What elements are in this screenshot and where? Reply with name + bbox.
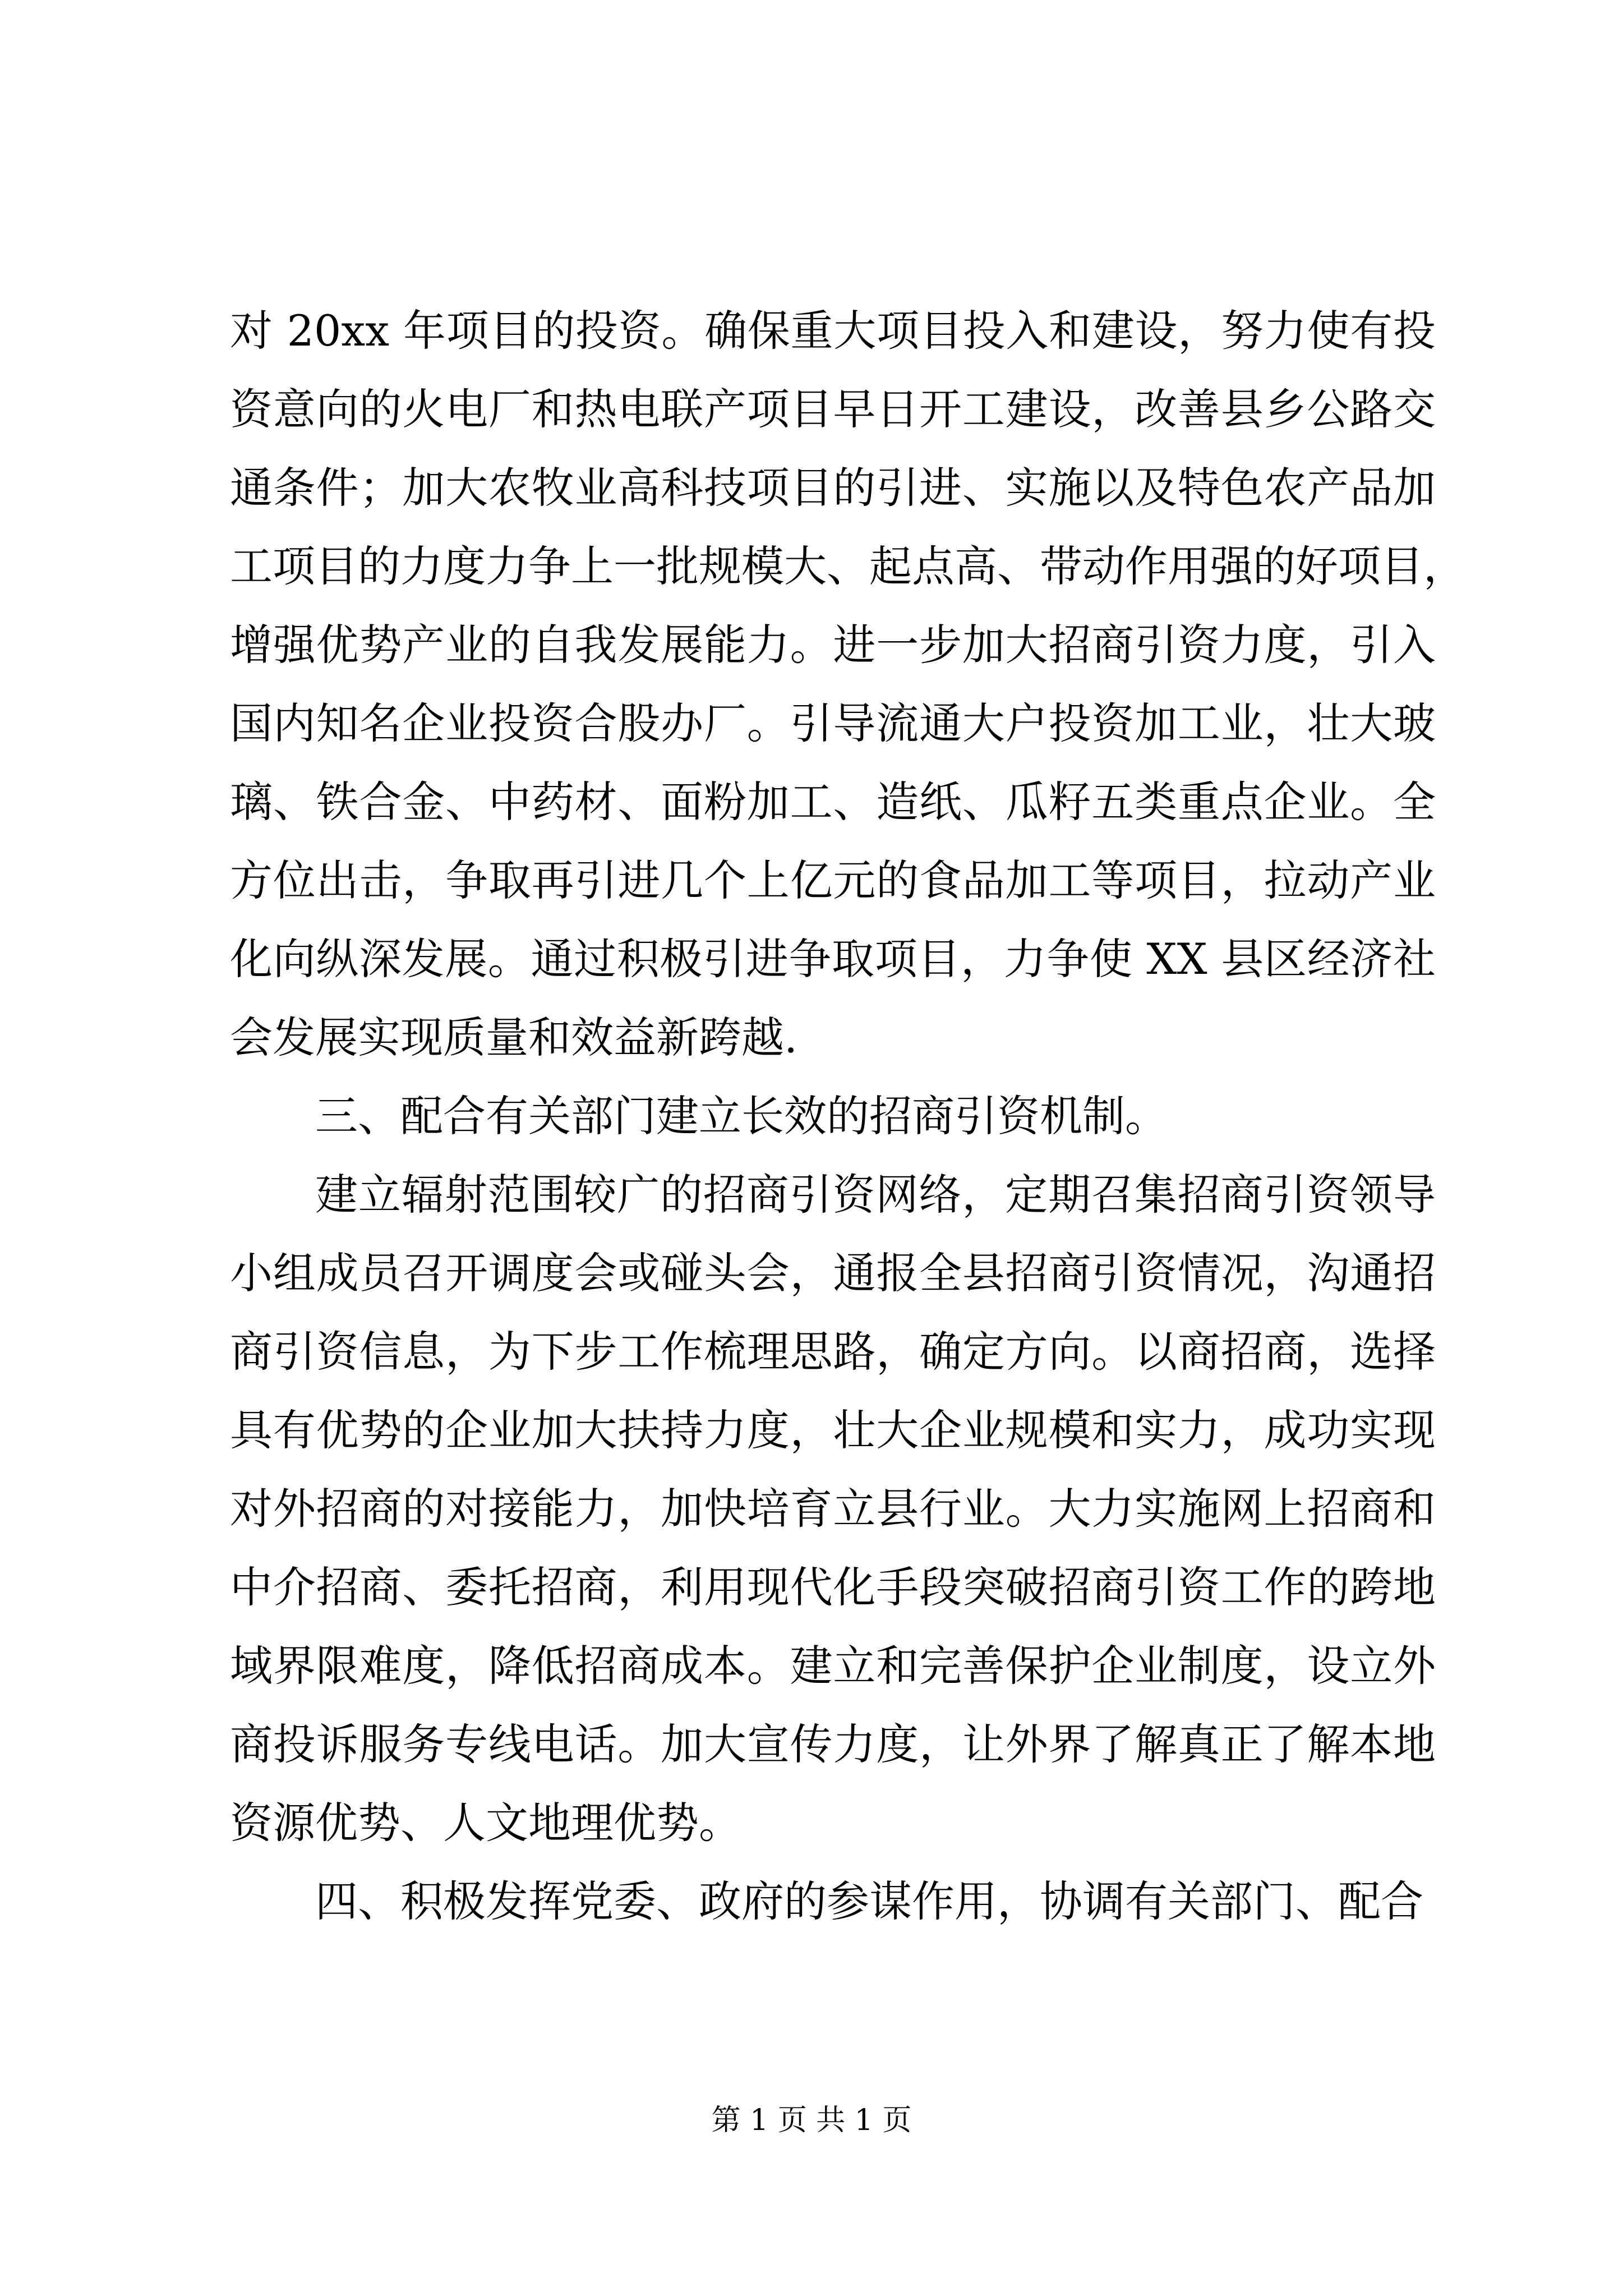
text-line: 化向纵深发展。通过积极引进争取项目，力争使 XX 县区经济社 xyxy=(230,934,1436,984)
heading-section-4 xyxy=(230,1862,1436,1941)
text-line: 对 20xx 年项目的投资。确保重大项目投入和建设，努力使有投 xyxy=(230,306,1436,356)
text-line: 对外招商的对接能力，加快培育立县行业。大力实施网上招商和 xyxy=(230,1484,1436,1534)
text-line: 商引资信息，为下步工作梳理思路，确定方向。以商招商，选择 xyxy=(230,1327,1436,1377)
page-footer: 第 1 页 共 1 页 xyxy=(711,2104,912,2137)
paragraph-section-3 xyxy=(230,1156,1436,1862)
text-line: 方位出击，争取再引进几个上亿元的食品加工等项目，拉动产业 xyxy=(230,855,1436,905)
text-line: 建立辐射范围较广的招商引资网络，定期召集招商引资领导 xyxy=(315,1170,1436,1220)
text-line: 三、配合有关部门建立长效的招商引资机制。 xyxy=(315,1091,1168,1141)
heading-section-3 xyxy=(230,1077,1436,1156)
text-line: 通条件；加大农牧业高科技项目的引进、实施以及特色农产品加 xyxy=(230,463,1436,513)
text-line: 工项目的力度力争上一批规模大、起点高、带动作用强的好项目， xyxy=(230,541,1466,591)
text-line: 资意向的火电厂和热电联产项目早日开工建设，改善县乡公路交 xyxy=(230,384,1436,434)
text-line: 增强优势产业的自我发展能力。进一步加大招商引资力度，引入 xyxy=(230,620,1436,670)
body-text xyxy=(230,292,1466,1941)
text-line: 中介招商、委托招商，利用现代化手段突破招商引资工作的跨地 xyxy=(230,1562,1436,1612)
text-line: 国内知名企业投资合股办厂。引导流通大户投资加工业，壮大玻 xyxy=(230,698,1436,748)
text-line: 商投诉服务专线电话。加大宣传力度，让外界了解真正了解本地 xyxy=(230,1719,1436,1769)
text-line: 具有优势的企业加大扶持力度，壮大企业规模和实力，成功实现 xyxy=(230,1405,1436,1455)
text-line: 资源优势、人文地理优势。 xyxy=(230,1798,741,1848)
text-line: 域界限难度，降低招商成本。建立和完善保护企业制度，设立外 xyxy=(230,1641,1436,1691)
text-line: 璃、铁合金、中药材、面粉加工、造纸、瓜籽五类重点企业。全 xyxy=(230,777,1436,827)
text-line: 小组成员召开调度会或碰头会，通报全县招商引资情况，沟通招 xyxy=(230,1248,1436,1298)
text-line: 会发展实现质量和效益新跨越. xyxy=(230,1013,798,1062)
text-line: 四、积极发挥党委、政府的参谋作用，协调有关部门、配合 xyxy=(315,1876,1423,1926)
paragraph-continued xyxy=(230,292,1466,1077)
